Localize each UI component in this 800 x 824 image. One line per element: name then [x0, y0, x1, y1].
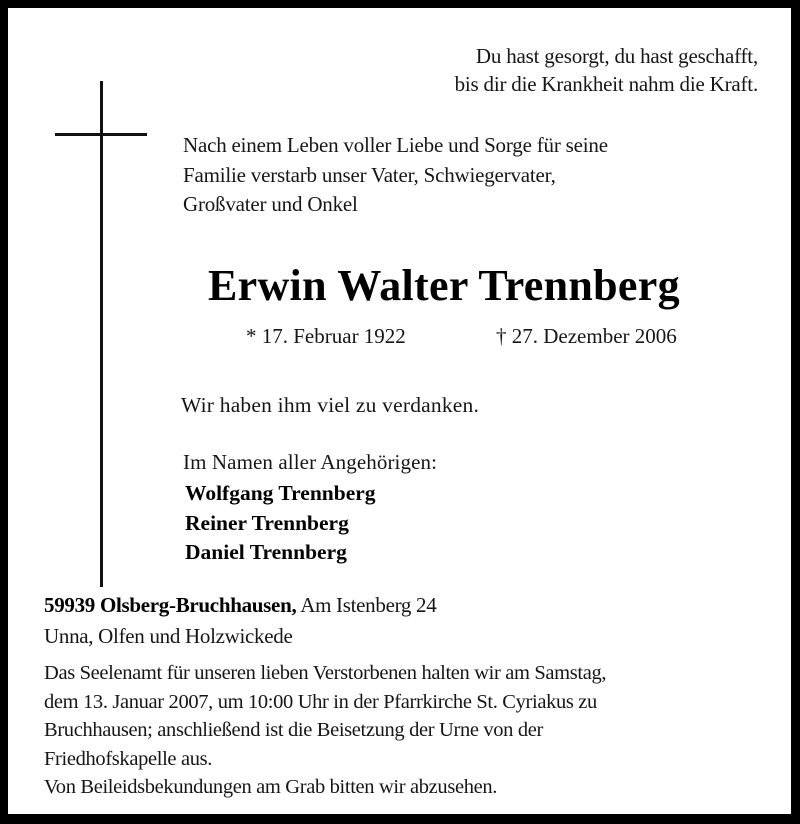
- memorial-verse: [455, 42, 758, 98]
- service-line: Von Beileidsbekundungen am Grab bitten wir abzusehen.: [44, 776, 498, 799]
- thanks-statement: Wir haben ihm viel zu verdanken.: [181, 393, 480, 417]
- on-behalf-label: Im Namen aller Angehörigen:: [183, 450, 438, 474]
- verse-line: Du hast gesorgt, du hast geschafft,: [475, 44, 758, 68]
- family-address: [44, 591, 436, 619]
- cross-horizontal-bar: [55, 133, 147, 136]
- obituary-notice: [8, 8, 791, 814]
- birth-date: * 17. Februar 1922: [246, 324, 406, 348]
- service-line: Das Seelenamt für unseren lieben Verstorbenen halten wir am Samstag,: [44, 662, 607, 684]
- intro-line: Nach einem Leben voller Liebe und Sorge für seine: [183, 133, 608, 157]
- mourner-name: Daniel Trennberg: [185, 540, 347, 564]
- mourner-name: Wolfgang Trennberg: [185, 481, 376, 505]
- service-line: Bruchhausen; anschließend ist die Beisetzung der Urne von der: [44, 719, 543, 742]
- intro-text: [183, 131, 608, 220]
- death-date: † 27. Dezember 2006: [496, 324, 677, 348]
- cross-vertical-bar: [100, 81, 103, 587]
- intro-line: Familie verstarb unser Vater, Schwiegervater,: [183, 162, 556, 187]
- service-line: dem 13. Januar 2007, um 10:00 Uhr in der Pfarrkirche St. Cyriakus zu: [44, 690, 597, 713]
- service-line: Friedhofskapelle aus.: [44, 747, 212, 770]
- other-towns: Unna, Olfen und Holzwickede: [44, 624, 293, 648]
- mourner-name: Reiner Trennberg: [185, 510, 349, 535]
- deceased-name: Erwin Walter Trennberg: [208, 261, 680, 310]
- address-street: Am Istenberg 24: [296, 593, 437, 617]
- verse-line: bis dir die Krankheit nahm die Kraft.: [454, 72, 758, 96]
- address-city: 59939 Olsberg-Bruchhausen,: [44, 593, 297, 617]
- intro-line: Großvater und Onkel: [183, 192, 358, 216]
- mourners-list: [185, 479, 376, 568]
- service-information: [44, 659, 606, 802]
